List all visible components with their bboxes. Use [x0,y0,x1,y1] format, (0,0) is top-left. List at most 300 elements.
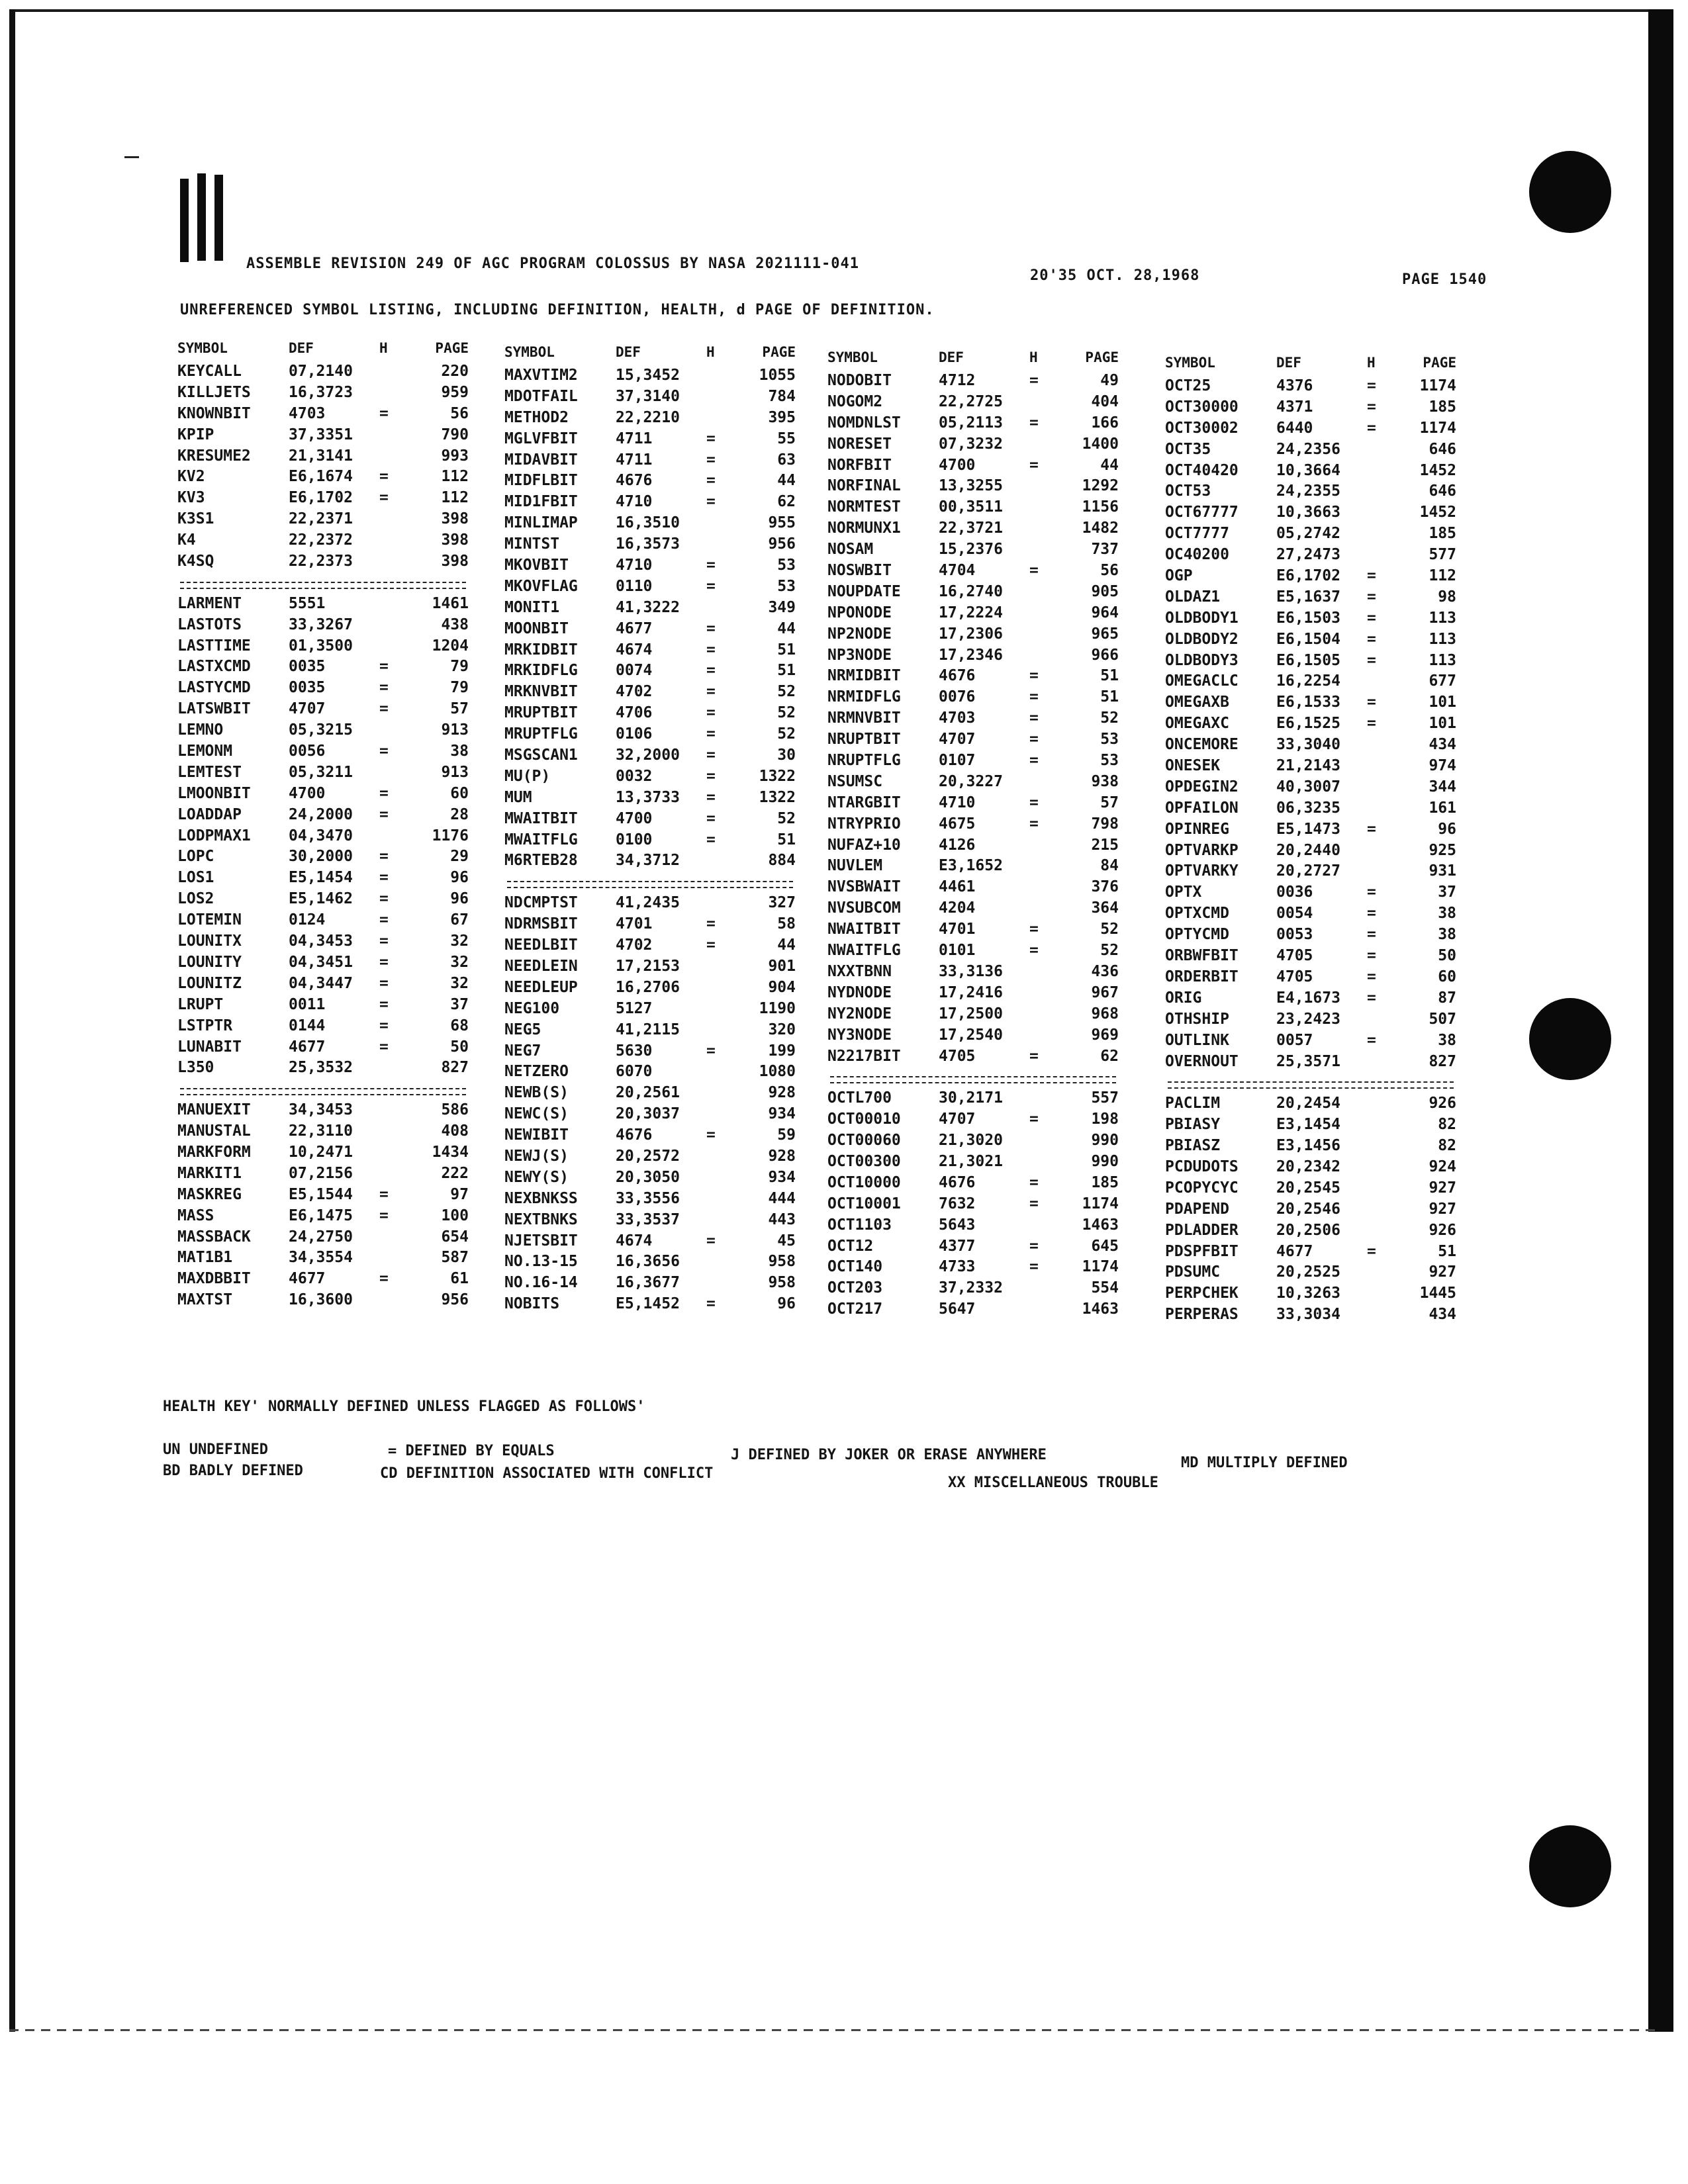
symbol-row [177,1207,469,1228]
symbol-name: OCT7777 [1165,525,1229,543]
symbol-row [504,1148,796,1169]
symbol-name: MRUPTBIT [504,704,578,722]
symbol-definition: E5,1462 [289,890,353,908]
symbol-definition: 01,3500 [289,637,353,655]
symbol-row [827,625,1119,647]
symbol-page: 507 [1429,1010,1456,1028]
symbol-definition: 20,2545 [1276,1179,1340,1197]
symbol-name: MSGSCAN1 [504,747,578,764]
symbol-page: 96 [450,890,469,908]
symbol-health: = [706,747,716,764]
symbol-row [1165,842,1456,863]
column-header [1165,355,1456,377]
symbol-row [504,430,796,451]
symbol-page: 376 [1091,878,1119,896]
symbol-row [1165,482,1456,504]
symbol-name: LOS2 [177,890,214,908]
symbol-definition: 4700 [289,784,326,802]
symbol-row [177,954,469,975]
symbol-row [827,899,1119,921]
symbol-definition: 16,3573 [616,535,680,553]
symbol-row [1165,989,1456,1011]
symbol-definition: 23,2423 [1276,1010,1340,1028]
symbol-health: = [706,683,716,701]
symbol-definition: 34,3554 [289,1249,353,1267]
health-key-title: HEALTH KEY' NORMALLY DEFINED UNLESS FLAGGED AS FOLLOWS' [163,1398,645,1415]
symbol-row [827,667,1119,688]
symbol-page: 990 [1091,1132,1119,1150]
symbol-row [1165,567,1456,588]
symbol-name: NORMTEST [827,498,901,516]
symbol-definition: E6,1504 [1276,630,1340,648]
symbol-page: 82 [1438,1116,1456,1134]
symbol-row [1165,926,1456,947]
symbol-health: = [379,869,389,887]
symbol-row [177,1291,469,1312]
symbol-name: NORFBIT [827,456,892,474]
symbol-name: NORESET [827,435,892,453]
symbol-row [827,921,1119,942]
symbol-page: 966 [1091,646,1119,664]
symbol-page: 364 [1091,899,1119,917]
symbol-page: 53 [1100,731,1119,749]
symbol-name: K4 [177,531,196,549]
symbol-page: 68 [450,1017,469,1034]
symbol-page: 1452 [1419,504,1456,522]
symbol-page: 50 [1438,947,1456,965]
symbol-row [177,1038,469,1060]
symbol-name: NP2NODE [827,625,892,643]
symbol-definition: 4700 [939,456,976,474]
punch-hole-icon [1529,151,1611,233]
symbol-health: = [379,911,389,929]
symbol-definition: E5,1473 [1276,820,1340,838]
health-key-multiply-defined: MD MULTIPLY DEFINED [1181,1455,1348,1471]
symbol-definition: 20,2454 [1276,1095,1340,1113]
symbol-row [1165,1137,1456,1158]
symbol-row [504,620,796,641]
symbol-name: NSUMSC [827,772,883,790]
health-key-conflict: CD DEFINITION ASSOCIATED WITH CONFLICT [380,1465,714,1482]
header-def: DEF [289,340,314,356]
symbol-name: NEWB(S) [504,1084,569,1102]
symbol-health: = [706,619,716,637]
symbol-page: 59 [777,1126,796,1144]
symbol-row [504,557,796,578]
symbol-definition: E6,1674 [289,468,353,486]
symbol-name: MDOTFAIL [504,387,578,405]
section-divider [177,1080,469,1101]
symbol-page: 913 [441,721,469,739]
symbol-definition: E6,1533 [1276,694,1340,711]
symbol-health: = [1367,884,1376,901]
symbol-page: 398 [441,531,469,549]
symbol-name: OPTXCMD [1165,905,1229,923]
symbol-page: 586 [441,1101,469,1119]
symbol-definition: E6,1525 [1276,715,1340,733]
symbol-definition: 0106 [616,725,653,743]
symbol-name: LODPMAX1 [177,827,251,844]
symbol-page: 52 [777,683,796,701]
symbol-name: OCT67777 [1165,504,1239,522]
symbol-definition: 04,3451 [289,953,353,971]
symbol-health: = [379,784,389,802]
symbol-name: MRKIDFLG [504,662,578,680]
symbol-name: NEWJ(S) [504,1147,569,1165]
symbol-health: = [379,1185,389,1203]
symbol-definition: 0053 [1276,926,1313,944]
symbol-page: 98 [1438,588,1456,606]
symbol-definition: 4702 [616,936,653,954]
symbol-page: 408 [441,1122,469,1140]
symbol-row [1165,1306,1456,1327]
symbol-definition: 20,2546 [1276,1200,1340,1218]
symbol-row [1165,504,1456,525]
symbol-definition: 4702 [616,683,653,701]
symbol-definition: E5,1637 [1276,588,1340,606]
symbol-row [827,815,1119,837]
symbol-page: 677 [1429,672,1456,690]
health-key-equals: = DEFINED BY EQUALS [388,1443,555,1459]
symbol-row [504,1126,796,1148]
symbol-page: 990 [1091,1152,1119,1170]
symbol-row [177,975,469,996]
symbol-name: NOGOM2 [827,392,883,410]
symbol-health: = [379,658,389,676]
symbol-definition: 07,3232 [939,435,1003,453]
symbol-page: 1434 [432,1143,469,1161]
symbol-page: 56 [1100,562,1119,580]
header-def: DEF [1276,355,1301,371]
symbol-page: 959 [441,383,469,401]
symbol-definition: 4676 [939,667,976,685]
symbol-page: 112 [441,489,469,507]
symbol-health: = [706,472,716,490]
symbol-page: 60 [1438,968,1456,985]
symbol-definition: E5,1544 [289,1185,353,1203]
symbol-page: 79 [450,679,469,697]
symbol-definition: 4677 [289,1038,326,1056]
symbol-definition: 22,2372 [289,531,353,549]
symbol-definition: 17,2306 [939,625,1003,643]
symbol-name: OCT35 [1165,440,1211,458]
symbol-page: 974 [1429,757,1456,775]
symbol-name: OMEGAXB [1165,694,1229,711]
symbol-row [504,578,796,599]
symbol-name: OVERNOUT [1165,1052,1239,1070]
symbol-row [177,1101,469,1122]
symbol-name: OCTL700 [827,1089,892,1107]
symbol-page: 97 [450,1185,469,1203]
symbol-name: METHOD2 [504,408,569,426]
symbol-definition: 20,3050 [616,1168,680,1186]
symbol-definition: 0101 [939,942,976,960]
symbol-definition: 4676 [939,1173,976,1191]
symbol-name: N2217BIT [827,1047,901,1065]
header-health: H [706,344,715,360]
symbol-health: = [379,679,389,697]
symbol-row [827,1005,1119,1026]
column-header [504,344,796,367]
symbol-row [177,911,469,933]
symbol-page: 905 [1091,582,1119,600]
symbol-name: NEXBNKSS [504,1189,578,1207]
symbol-page: 398 [441,510,469,528]
symbol-page: 1322 [759,788,796,806]
symbol-definition: 22,3721 [939,520,1003,537]
symbol-page: 927 [1429,1263,1456,1281]
symbol-name: MANUEXIT [177,1101,251,1119]
symbol-page: 1400 [1082,435,1119,453]
symbol-definition: 33,3136 [939,962,1003,980]
symbol-row [504,704,796,725]
symbol-definition: 17,2416 [939,983,1003,1001]
symbol-name: NRMIDBIT [827,667,901,685]
symbol-row [827,688,1119,709]
symbol-definition: 06,3235 [1276,799,1340,817]
symbol-row [177,426,469,447]
symbol-definition: 4126 [939,836,976,854]
symbol-row [504,915,796,936]
symbol-page: 444 [768,1189,796,1207]
symbol-health: = [1367,926,1376,944]
symbol-row [827,414,1119,435]
symbol-definition: 10,3664 [1276,461,1340,479]
symbol-page: 438 [441,615,469,633]
symbol-row [504,1021,796,1042]
symbol-name: L350 [177,1059,214,1077]
symbol-definition: 34,3453 [289,1101,353,1119]
symbol-name: OCT203 [827,1279,883,1297]
symbol-name: NUFAZ+10 [827,836,901,854]
symbol-row [504,662,796,683]
symbol-name: NEG7 [504,1042,541,1060]
symbol-health: = [706,430,716,447]
symbol-row [827,857,1119,878]
symbol-definition: 17,2153 [616,957,680,975]
symbol-page: 113 [1429,630,1456,648]
symbol-health: = [1367,989,1376,1007]
symbol-page: 577 [1429,546,1456,564]
symbol-definition: 13,3255 [939,477,1003,495]
symbol-definition: 16,2740 [939,582,1003,600]
symbol-row [177,721,469,743]
symbol-health: = [1029,562,1039,580]
symbol-row [177,447,469,469]
symbol-definition: 4677 [289,1270,326,1288]
section-divider [827,1068,1119,1089]
symbol-definition: 6440 [1276,419,1313,437]
symbol-health: = [379,933,389,950]
header-page: PAGE [1423,355,1456,371]
symbol-row [827,604,1119,625]
symbol-definition: 4710 [939,794,976,811]
symbol-page: 436 [1091,962,1119,980]
symbol-health: = [379,489,389,507]
symbol-page: 443 [768,1210,796,1228]
symbol-name: OCT30000 [1165,398,1239,416]
symbol-definition: 10,2471 [289,1143,353,1161]
symbol-health: = [1029,1195,1039,1212]
symbol-row [504,493,796,514]
symbol-health: = [1367,905,1376,923]
symbol-row [504,514,796,535]
symbol-name: MINLIMAP [504,514,578,532]
symbol-definition: 0144 [289,1017,326,1034]
symbol-definition: 21,2143 [1276,757,1340,775]
symbol-page: 166 [1091,414,1119,432]
symbol-name: MU(P) [504,767,551,785]
symbol-name: OLDBODY1 [1165,609,1239,627]
symbol-page: 38 [1438,1031,1456,1049]
symbol-page: 32 [450,974,469,992]
header-def: DEF [616,344,641,360]
symbol-page: 96 [777,1295,796,1313]
header-symbol: SYMBOL [827,349,878,365]
symbol-page: 964 [1091,604,1119,621]
symbol-row [1165,1263,1456,1285]
symbol-row [827,372,1119,393]
symbol-definition: 5551 [289,594,326,612]
symbol-health: = [1029,667,1039,685]
symbol-row [177,363,469,384]
symbol-row [177,658,469,679]
symbol-row [504,388,796,409]
symbol-row [504,979,796,1000]
symbol-name: LASTTIME [177,637,251,655]
symbol-page: 434 [1429,1306,1456,1324]
symbol-name: K3S1 [177,510,214,528]
symbol-row [177,1144,469,1165]
symbol-name: OLDBODY2 [1165,630,1239,648]
symbol-name: NODOBIT [827,372,892,389]
symbol-definition: 21,3021 [939,1152,1003,1170]
symbol-row [1165,1158,1456,1179]
symbol-name: NOBITS [504,1295,560,1313]
symbol-definition: 25,3532 [289,1059,353,1077]
symbol-name: MAXTST [177,1291,233,1309]
symbol-page: 1174 [1082,1195,1119,1212]
symbol-definition: 5647 [939,1300,976,1318]
header-health: H [1029,349,1038,365]
symbol-page: 37 [450,995,469,1013]
header-health: H [379,340,388,356]
symbol-definition: 4703 [939,709,976,727]
symbol-row [827,773,1119,794]
binder-bars-icon [180,173,229,266]
symbol-page: 161 [1429,799,1456,817]
symbol-row [177,890,469,911]
symbol-page: 28 [450,805,469,823]
symbol-row [504,683,796,704]
symbol-health: = [379,404,389,422]
symbol-name: NXXTBNN [827,962,892,980]
symbol-page: 67 [450,911,469,929]
symbol-name: MWAITFLG [504,831,578,848]
symbol-name: MAXDBBIT [177,1270,251,1288]
symbol-name: NO.16-14 [504,1274,578,1292]
symbol-name: LOUNITY [177,953,242,971]
symbol-row [504,1232,796,1253]
symbol-page: 38 [450,743,469,760]
symbol-name: NVSBWAIT [827,878,901,896]
symbol-page: 112 [1429,567,1456,585]
symbol-definition: 41,3222 [616,598,680,616]
symbol-row [827,1238,1119,1259]
symbol-page: 1482 [1082,520,1119,537]
symbol-page: 926 [1429,1095,1456,1113]
symbol-page: 958 [768,1253,796,1271]
symbol-row [177,1017,469,1038]
symbol-page: 101 [1429,694,1456,711]
symbol-definition: 0011 [289,995,326,1013]
symbol-definition: 05,3211 [289,763,353,781]
symbol-row [504,1000,796,1021]
symbol-name: ONESEK [1165,757,1221,775]
symbol-health: = [379,700,389,718]
symbol-name: NORFINAL [827,477,901,495]
symbol-name: NRUPTFLG [827,752,901,770]
punch-hole-icon [1529,998,1611,1080]
symbol-row [827,393,1119,414]
symbol-page: 52 [1100,709,1119,727]
symbol-name: MRKNVBIT [504,683,578,701]
symbol-row [1165,1201,1456,1222]
symbol-row [504,1274,796,1295]
symbol-row [1165,1285,1456,1306]
symbol-name: NDRMSBIT [504,915,578,933]
symbol-definition: 04,3447 [289,974,353,992]
symbol-row [1165,821,1456,842]
symbol-name: NP3NODE [827,646,892,664]
section-divider [177,574,469,595]
symbol-page: 222 [441,1164,469,1182]
section-divider [504,873,796,894]
symbol-row [504,451,796,473]
symbol-page: 398 [441,553,469,570]
symbol-row [504,810,796,831]
symbol-name: MIDFLBIT [504,472,578,490]
symbol-row [177,1059,469,1080]
symbol-row [504,831,796,852]
symbol-definition: 24,2355 [1276,482,1340,500]
symbol-name: MASSBACK [177,1228,251,1246]
symbol-page: 53 [777,557,796,574]
symbol-health: = [379,848,389,866]
symbol-column-3 [827,349,1119,1322]
symbol-name: LOPC [177,848,214,866]
symbol-page: 44 [777,472,796,490]
symbol-page: 44 [777,936,796,954]
symbol-health: = [1367,588,1376,606]
symbol-row [177,384,469,405]
symbol-row [504,789,796,810]
symbol-page: 927 [1429,1179,1456,1197]
symbol-definition: 17,2540 [939,1026,1003,1044]
symbol-definition: 4706 [616,704,653,722]
symbol-row [1165,736,1456,757]
symbol-row [827,1026,1119,1048]
symbol-health: = [706,936,716,954]
symbol-page: 38 [1438,926,1456,944]
health-key-joker: J DEFINED BY JOKER OR ERASE ANYWHERE [731,1447,1047,1463]
symbol-page: 38 [1438,905,1456,923]
symbol-definition: 04,3453 [289,933,353,950]
symbol-page: 113 [1429,609,1456,627]
symbol-health: = [379,890,389,908]
symbol-name: NETZERO [504,1063,569,1081]
symbol-name: OCT1103 [827,1216,892,1234]
